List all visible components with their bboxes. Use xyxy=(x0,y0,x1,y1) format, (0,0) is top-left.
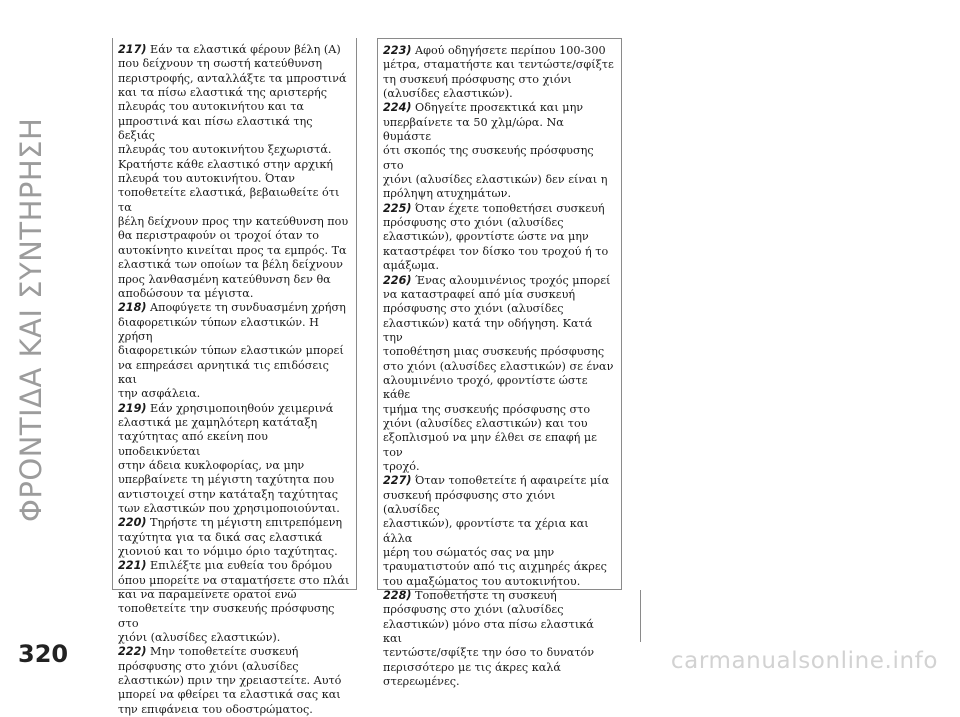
warning-paragraph xyxy=(118,301,350,401)
warning-paragraph xyxy=(383,274,615,475)
warning-number: 225) xyxy=(383,201,412,215)
warning-text: Αφού οδηγήσετε περίπου 100-300 μέτρα, σταματήστε και τεντώστε/σφίξτε τη συσκευή πρόσφυσης στο χιόνι (αλυσίδες ελαστικών). xyxy=(383,44,614,101)
warnings-column-left xyxy=(112,38,357,716)
warning-paragraph xyxy=(118,559,350,645)
warning-text: Οδηγείτε προσεκτικά και μην υπερβαίνετε τα 50 χλμ/ώρα. Να θυμάστε ότι σκοπός της συσκευής πρόσφυσης στο χιόνι (αλυσίδες ελαστικών) δεν είναι η πρόληψη ατυχημάτων. xyxy=(383,101,608,201)
warning-number: 227) xyxy=(383,474,412,488)
warning-paragraph xyxy=(383,474,615,589)
warning-text: Μην τοποθετείτε συσκευή πρόσφυσης στο χιόνι (αλυσίδες ελαστικών) πριν την χρειαστείτε. Αυτό μπορεί να φθείρει τα ελαστικά σας και την επιφάνεια του οδοστρώματος. xyxy=(118,645,342,716)
warning-paragraph xyxy=(118,516,350,559)
warning-number: 228) xyxy=(383,589,412,603)
warning-text: Τοποθετήστε τη συσκευή πρόσφυσης στο χιόνι (αλυσίδες ελαστικών) μόνο στα πίσω ελαστικά και τεντώστε/σφίξτε την όσο το δυνατόν περισσότερο με τις άκρες καλά στερεωμένες. xyxy=(383,589,595,689)
warning-text: Όταν τοποθετείτε ή αφαιρείτε μία συσκευή πρόσφυσης στο χιόνι (αλυσίδες ελαστικών), φροντίστε τα χέρια και άλλα μέρη του σώματός σας να μην τραυματιστούν από τις αιχμηρές άκρες του αμαξώματος του αυτοκινήτου. xyxy=(383,474,610,588)
warning-text: Ένας αλουμινένιος τροχός μπορεί να καταστραφεί από μία συσκευή πρόσφυσης στο χιόνι (αλυσίδες ελαστικών) κατά την οδήγηση. Κατά την τοποθέτηση μιας συσκευής πρόσφυσης στο χιόνι (αλυσίδες ελαστικών) σε έναν αλουμινένιο τροχό, φροντίστε ώστε κάθε τμήμα της συσκευής πρόσφυσης στο χιόνι (αλυσίδες ελαστικών) και του εξοπλισμού να μην έλθει σε επαφή με τον τροχό. xyxy=(383,273,614,473)
warnings-column-right xyxy=(377,38,622,689)
warning-text: Όταν έχετε τοποθετήσει συσκευή πρόσφυσης στο χιόνι (αλυσίδες ελαστικών), φροντίστε ώστε να μην καταστρέφει τον δίσκο του τροχού ή το αμάξωμα. xyxy=(383,201,609,273)
column-divider xyxy=(640,590,641,642)
page-number: 320 xyxy=(18,640,69,668)
warning-number: 217) xyxy=(118,43,147,56)
warning-paragraph xyxy=(118,645,350,717)
warning-number: 220) xyxy=(118,516,147,530)
chapter-title: ΦΡΟΝΤΙΔΑ ΚΑΙ ΣΥΝΤΗΡΗΣΗ xyxy=(14,117,48,523)
warning-paragraph xyxy=(383,589,615,689)
warning-number: 222) xyxy=(118,645,147,659)
warning-number: 221) xyxy=(118,559,147,573)
warning-text: Εάν χρησιμοποιηθούν χειμερινά ελαστικά με χαμηλότερη κατάταξη ταχύτητας από εκείνη που υποδεικνύεται στην άδεια κυκλοφορίας, να μην υπερβαίνετε τη μέγιστη ταχύτητα που αντιστοιχεί στην κατάταξη ταχύτητας των ελαστικών που χρησιμοποιούνται. xyxy=(118,401,340,515)
warning-number: 219) xyxy=(118,401,147,415)
warning-paragraph xyxy=(383,202,615,274)
warning-paragraph xyxy=(118,402,350,517)
warning-paragraph xyxy=(383,101,615,201)
warning-text: Επιλέξτε μια ευθεία του δρόμου όπου μπορείτε να σταματήσετε στο πλάι και να παραμείνετε ορατοί ενώ τοποθετείτε την συσκευής πρόσφυσης στο χιόνι (αλυσίδες ελαστικών). xyxy=(118,559,350,645)
warning-number: 218) xyxy=(118,301,147,315)
warning-text: Αποφύγετε τη συνδυασμένη χρήση διαφορετικών τύπων ελαστικών. Η χρήση διαφορετικών τύπων ελαστικών μπορεί να επηρεάσει αρνητικά τις επιδόσεις και την ασφάλεια. xyxy=(118,301,346,401)
warning-number: 226) xyxy=(383,273,412,287)
warning-paragraph xyxy=(383,44,615,101)
warning-paragraph xyxy=(118,43,350,301)
chapter-side-tab xyxy=(0,0,62,678)
warning-text: Εάν τα ελαστικά φέρουν βέλη (A) που δείχνουν τη σωστή κατεύθυνση περιστροφής, ανταλλάξτε τα μπροστινά και τα πίσω ελαστικά της αριστερής πλευράς του αυτοκινήτου και τα μπροστινά και πίσω ελαστικά της δεξιάς πλευράς του αυτοκινήτου ξεχωριστά. Κρατήστε κάθε ελαστικό στην αρχική πλευρά του αυτοκινήτου. Όταν τοποθετείτε ελαστικά, βεβαιωθείτε ότι τα βέλη δείχνουν προς την κατεύθυνση που θα περιστραφούν οι τροχοί όταν το αυτοκίνητο κινείται προς τα εμπρός. Τα ελαστικά των οποίων τα βέλη δείχνουν προς λανθασμένη κατεύθυνση δεν θα αποδώσουν τα μέγιστα. xyxy=(118,43,349,300)
warning-number: 223) xyxy=(383,44,412,57)
warning-number: 224) xyxy=(383,101,412,115)
warning-text: Τηρήστε τη μέγιστη επιτρεπόμενη ταχύτητα για τα δικά σας ελαστικά χιονιού και το νόμιμο όριο ταχύτητας. xyxy=(118,516,343,559)
watermark: carmanualsonline.info xyxy=(670,648,938,674)
